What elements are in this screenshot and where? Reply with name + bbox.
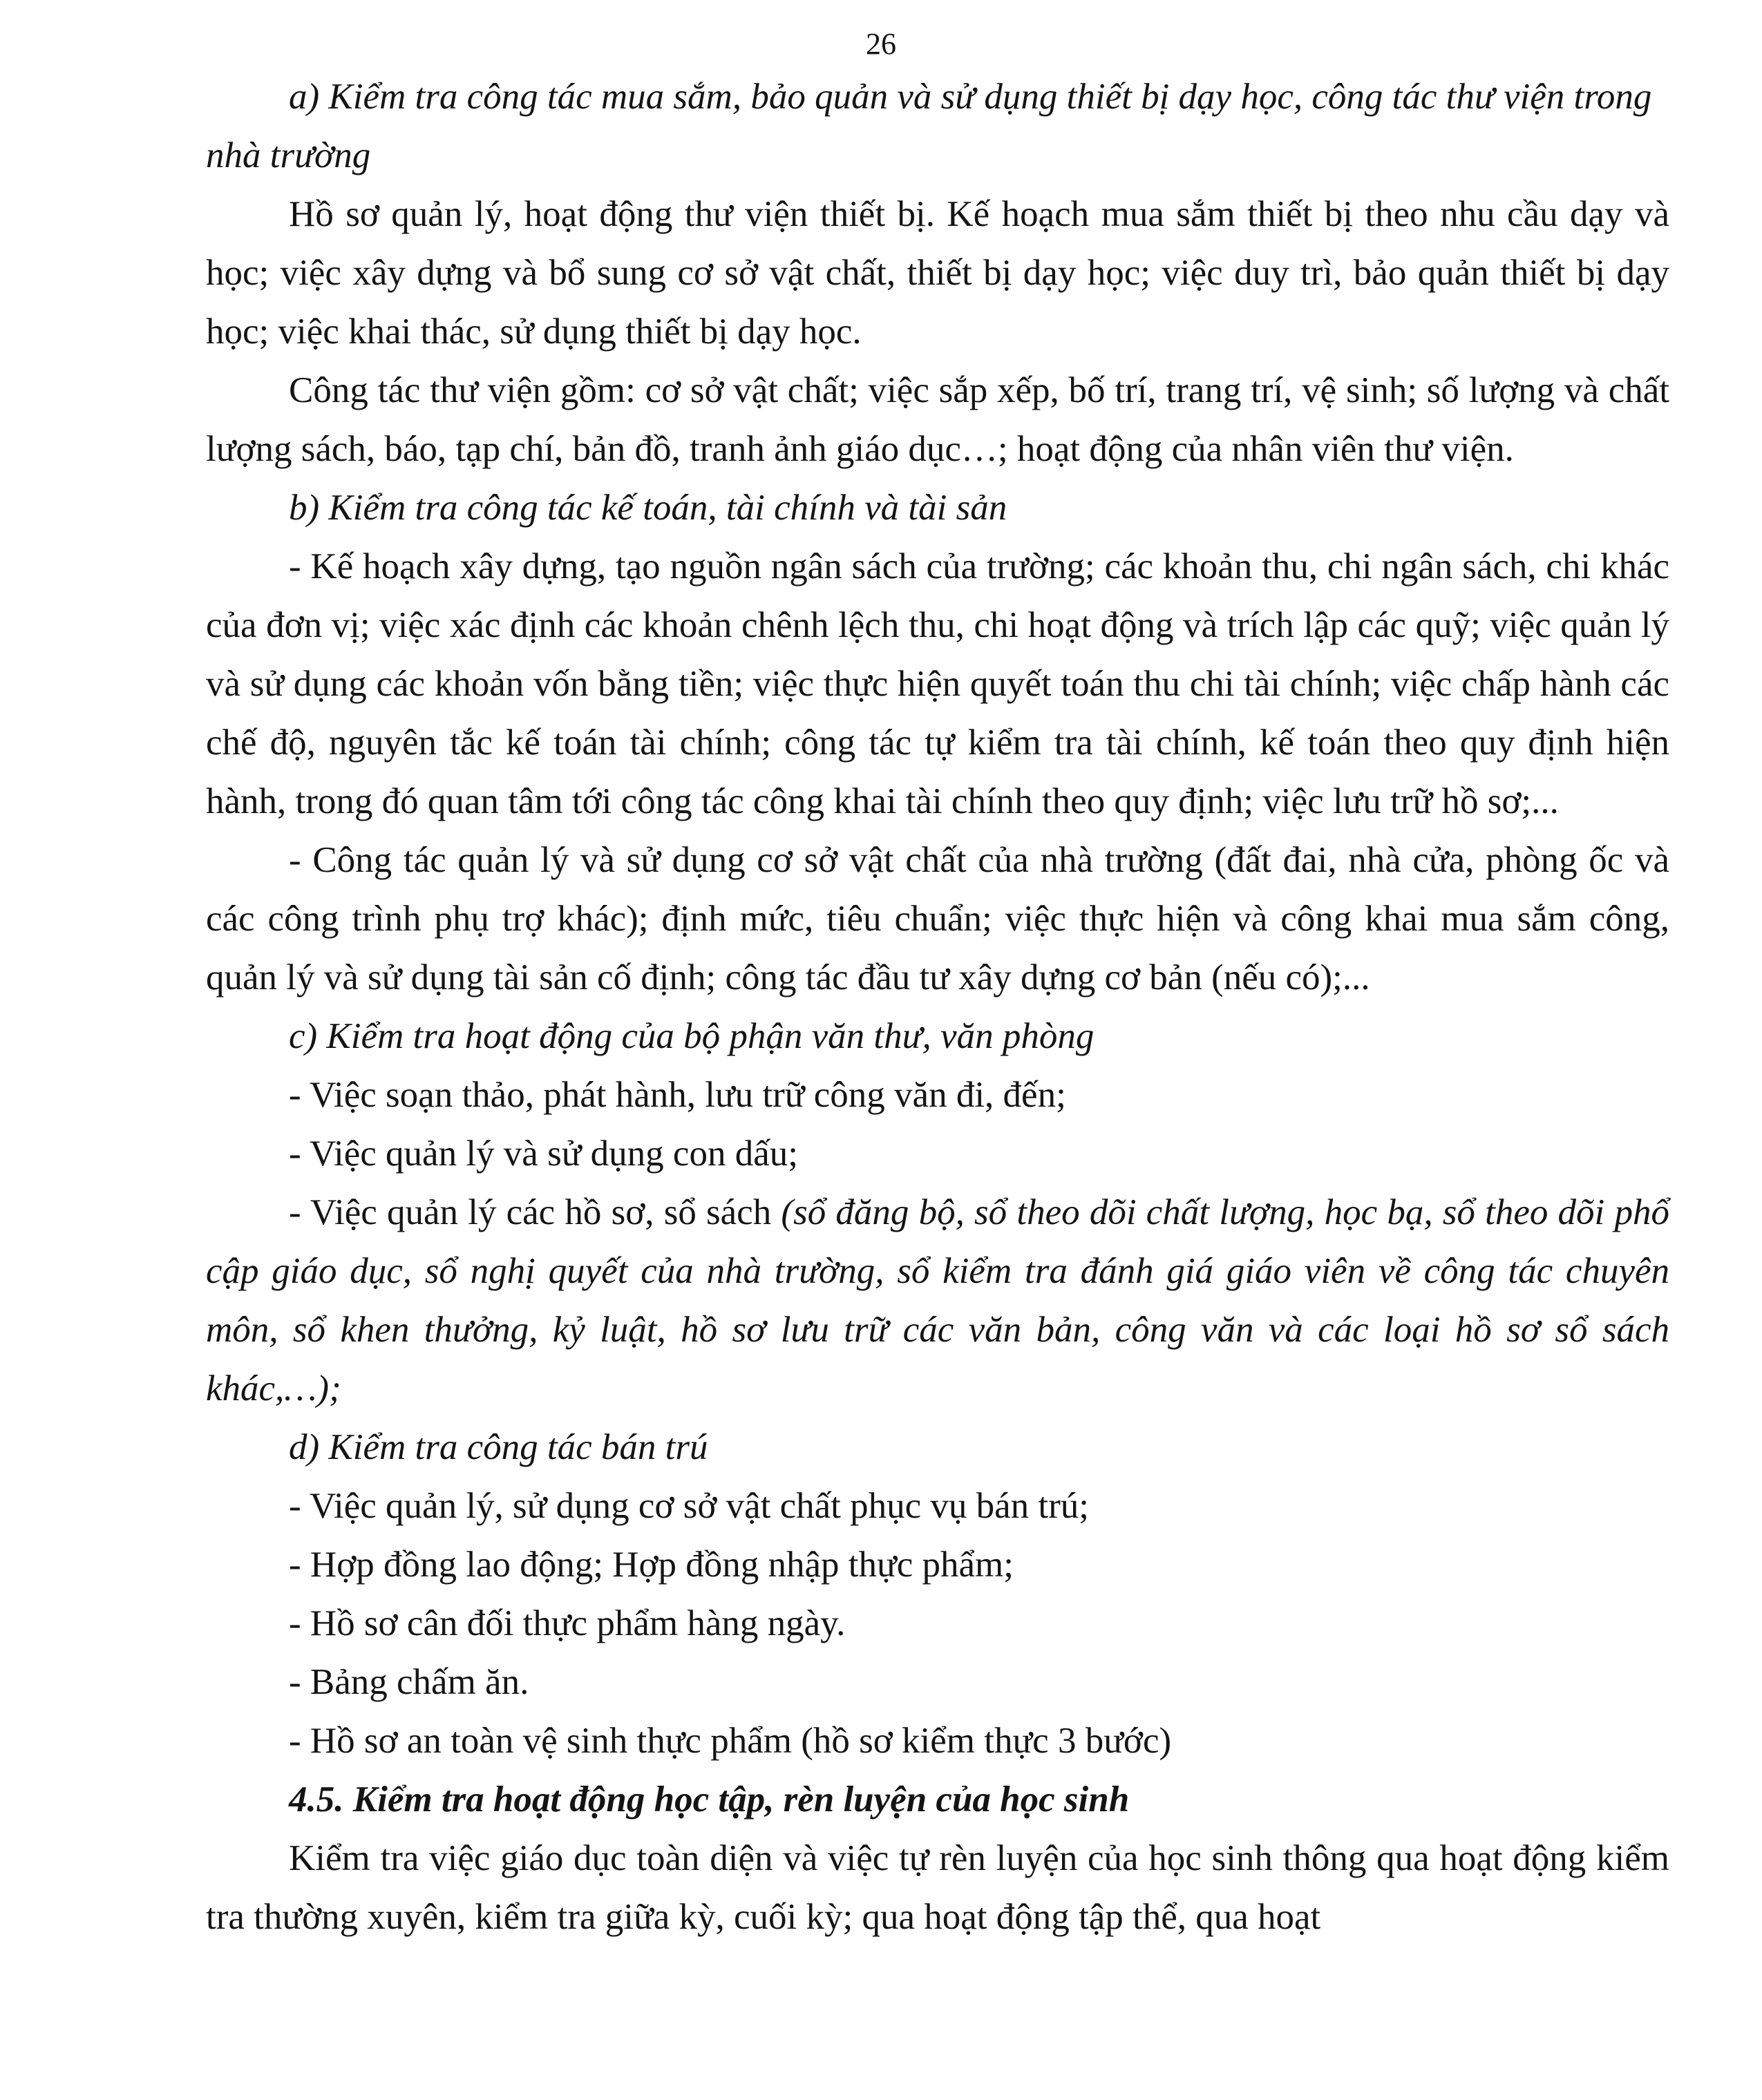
list-item-d4: - Bảng chấm ăn. — [289, 1662, 529, 1702]
page-number: 26 — [866, 27, 896, 61]
section-heading-b: b) Kiểm tra công tác kế toán, tài chính và tài sản — [289, 488, 1007, 528]
list-item-d3: - Hồ sơ cân đối thực phẩm hàng ngày. — [289, 1603, 846, 1643]
list-item-d1: - Việc quản lý, sử dụng cơ sở vật chất phục vụ bán trú; — [289, 1486, 1090, 1526]
section-heading-a: a) Kiểm tra công tác mua sắm, bảo quản và sử dụng thiết bị dạy học, công tác thư viện trong nhà trường — [206, 77, 1652, 175]
list-item-d2: - Hợp đồng lao động; Hợp đồng nhập thực phẩm; — [289, 1545, 1014, 1585]
list-item-c2: - Việc quản lý và sử dụng con dấu; — [289, 1134, 798, 1174]
list-item-c1: - Việc soạn thảo, phát hành, lưu trữ công văn đi, đến; — [289, 1075, 1066, 1115]
list-item-c3 — [206, 1183, 1669, 1418]
paragraph-4-5: Kiểm tra việc giáo dục toàn diện và việc tự rèn luyện của học sinh thông qua hoạt động kiểm tra thường xuyên, kiểm tra giữa kỳ, cuối kỳ; qua hoạt động tập thể, qua hoạt — [206, 1838, 1669, 1937]
page-body — [206, 68, 1669, 1947]
paragraph-a2: Công tác thư viện gồm: cơ sở vật chất; việc sắp xếp, bố trí, trang trí, vệ sinh; số lượng và chất lượng sách, báo, tạp chí, bản đồ, tranh ảnh giáo dục…; hoạt động của nhân viên thư viện. — [206, 370, 1669, 469]
paragraph-b2: - Công tác quản lý và sử dụng cơ sở vật chất của nhà trường (đất đai, nhà cửa, phòng ốc và các công trình phụ trợ khác); định mức, tiêu chuẩn; việc thực hiện và công khai mua sắm công, quản lý và sử dụng tài sản cố định; công tác đầu tư xây dựng cơ bản (nếu có);... — [206, 840, 1669, 998]
paragraph-b1: - Kế hoạch xây dựng, tạo nguồn ngân sách của trường; các khoản thu, chi ngân sách, chi khác của đơn vị; việc xác định các khoản chênh lệch thu, chi hoạt động và trích lập các quỹ; việc quản lý và sử dụng các khoản vốn bằng tiền; việc thực hiện quyết toán thu chi tài chính; việc chấp hành các chế độ, nguyên tắc kế toán tài chính; công tác tự kiểm tra tài chính, kế toán theo quy định hiện hành, trong đó quan tâm tới công tác công khai tài chính theo quy định; việc lưu trữ hồ sơ;... — [206, 546, 1669, 821]
list-item-c3-italic: (sổ đăng bộ, sổ theo dõi chất lượng, học bạ, sổ theo dõi phổ cập giáo dục, sổ nghị quyết của nhà trường, sổ kiểm tra đánh giá giáo viên về công tác chuyên môn, sổ khen thưởng, kỷ luật, hồ sơ lưu trữ các văn bản, công văn và các loại hồ sơ sổ sách khác,…); — [206, 1192, 1669, 1409]
paragraph-a1: Hồ sơ quản lý, hoạt động thư viện thiết bị. Kế hoạch mua sắm thiết bị theo nhu cầu dạy và học; việc xây dựng và bổ sung cơ sở vật chất, thiết bị dạy học; việc duy trì, bảo quản thiết bị dạy học; việc khai thác, sử dụng thiết bị dạy học. — [206, 194, 1669, 352]
section-heading-d: d) Kiểm tra công tác bán trú — [289, 1427, 708, 1467]
section-heading-c: c) Kiểm tra hoạt động của bộ phận văn thư, văn phòng — [289, 1016, 1095, 1056]
list-item-c3-lead: - Việc quản lý các hồ sơ, sổ sách — [289, 1192, 781, 1232]
section-heading-4-5: 4.5. Kiểm tra hoạt động học tập, rèn luyện của học sinh — [289, 1779, 1130, 1820]
list-item-d5: - Hồ sơ an toàn vệ sinh thực phẩm (hồ sơ kiểm thực 3 bước) — [289, 1721, 1172, 1761]
